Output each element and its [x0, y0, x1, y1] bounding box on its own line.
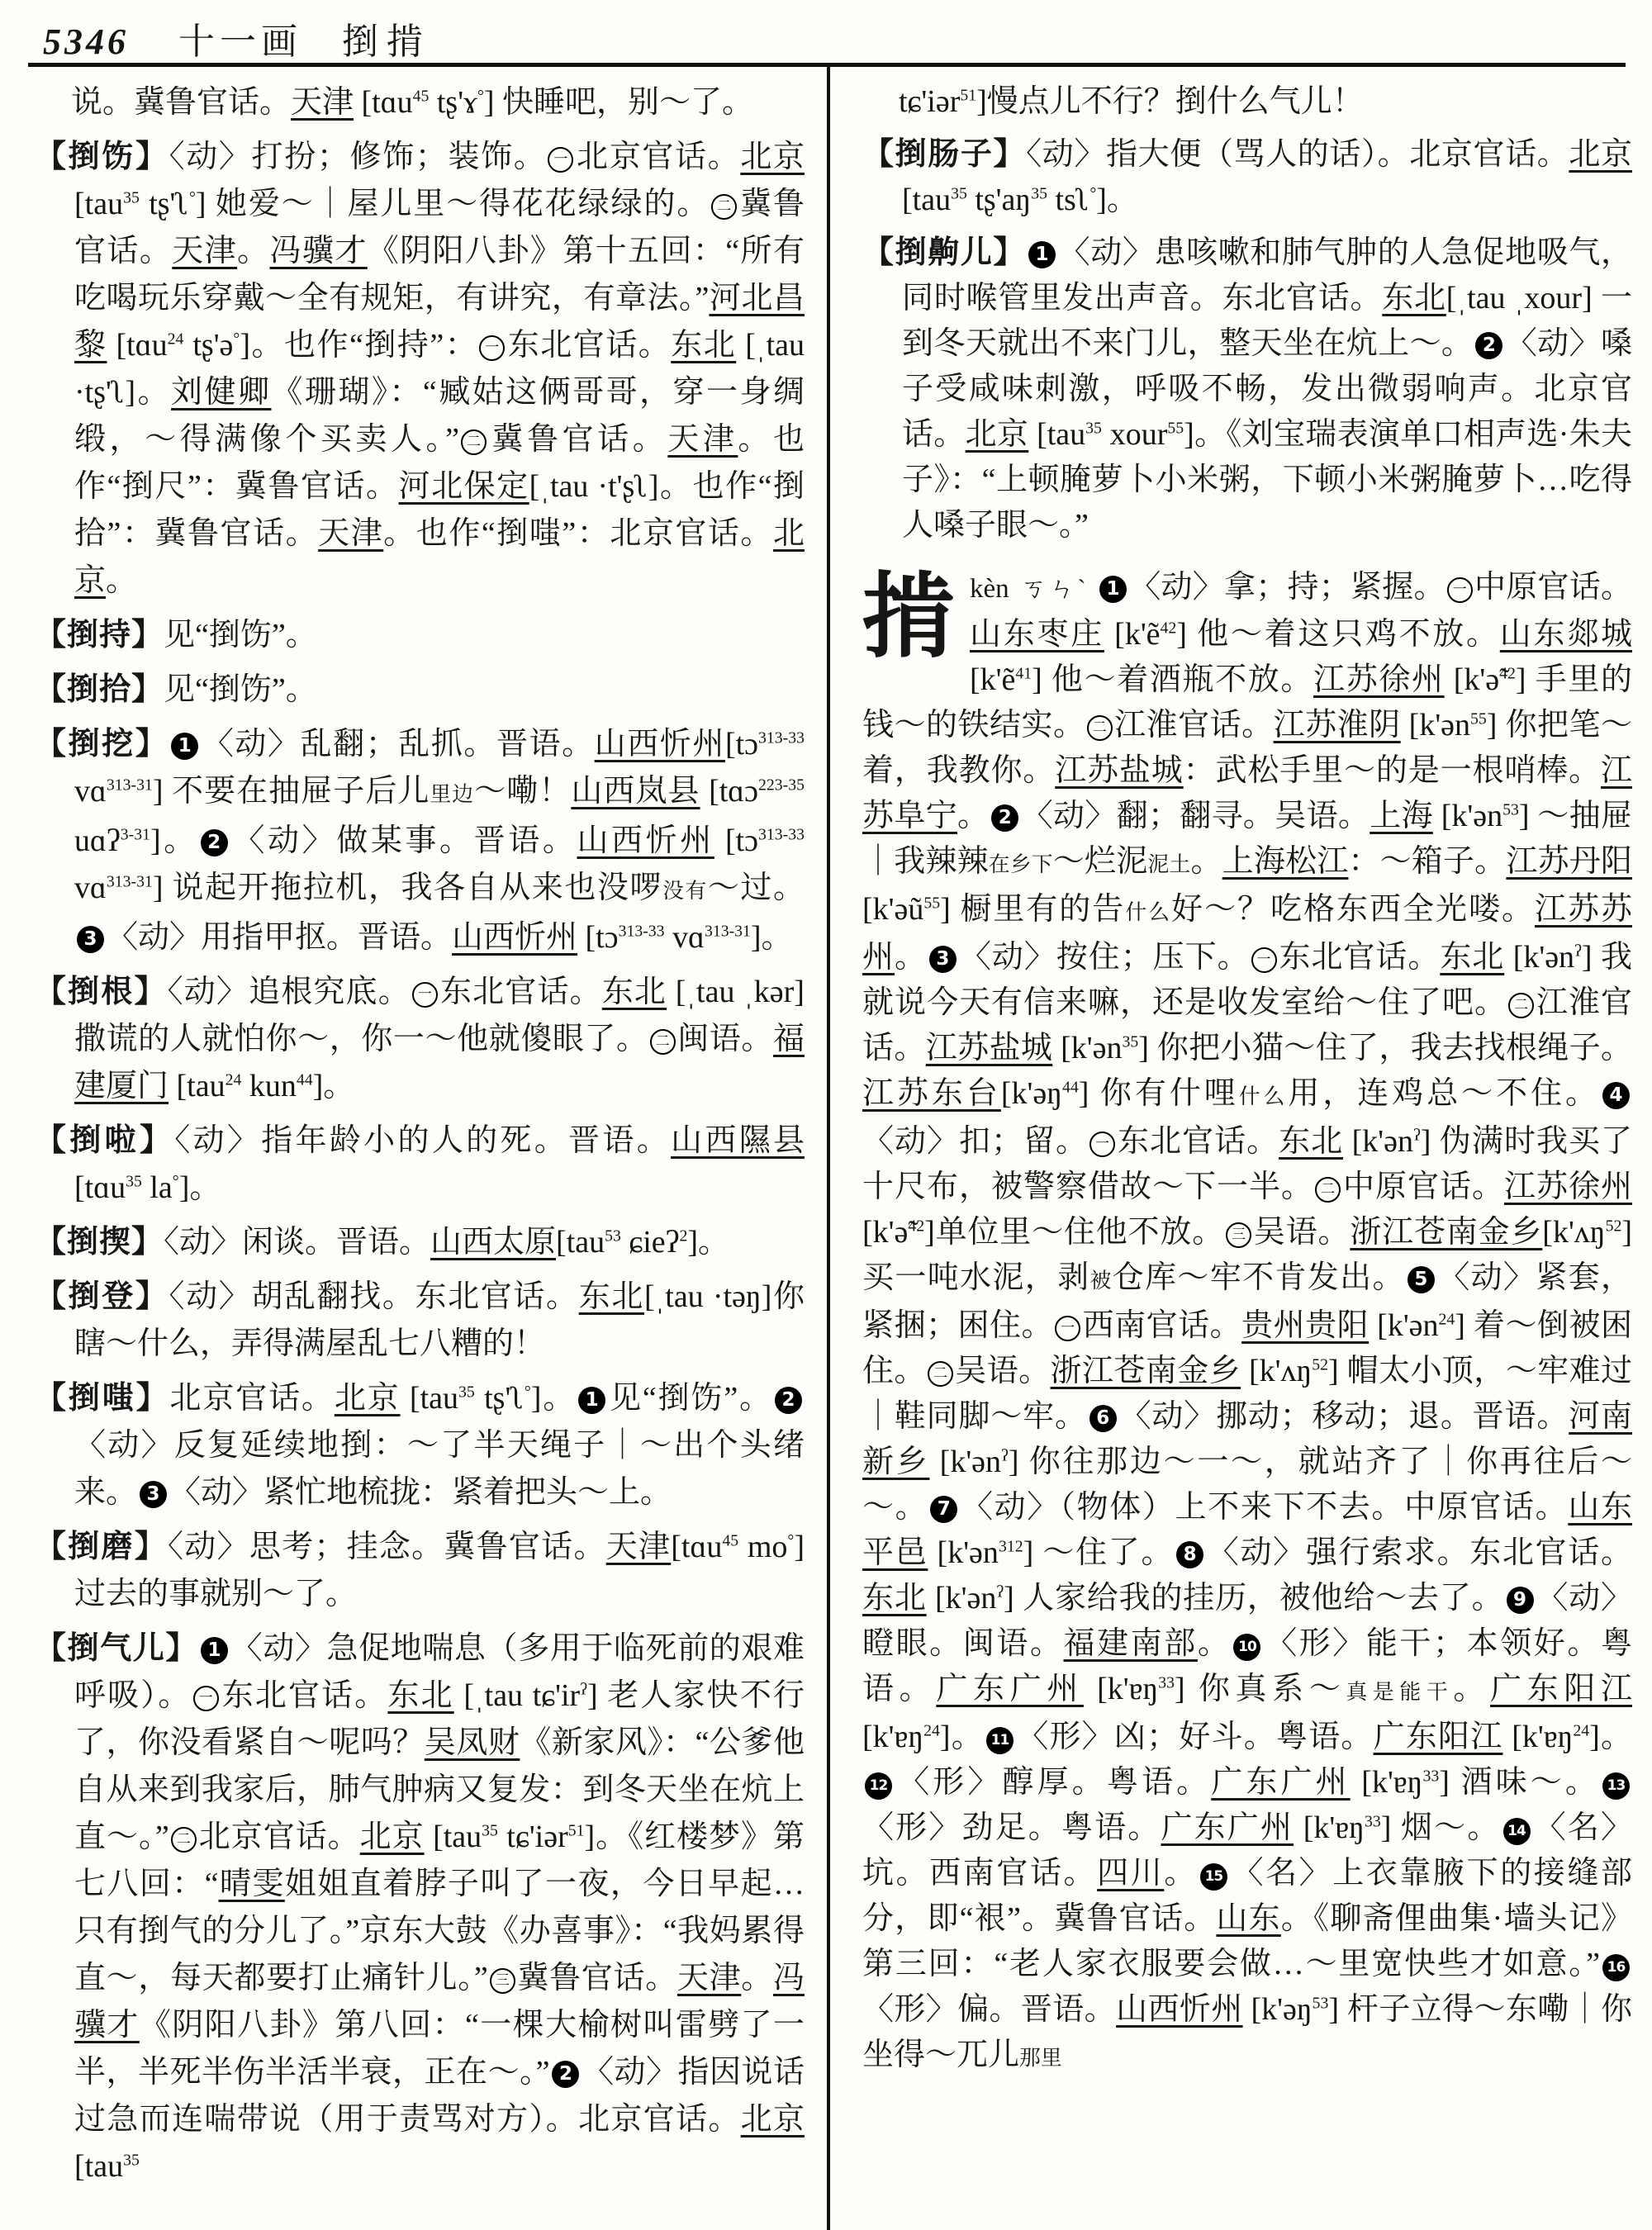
proper-noun: 江苏苏州	[862, 892, 1633, 975]
subsense-circle-number: 二	[1315, 1177, 1341, 1203]
tone-superscript: 35	[482, 1821, 498, 1840]
tone-superscript: 3-31	[120, 825, 150, 844]
proper-noun: 广东广州	[1211, 1765, 1351, 1800]
tone-superscript: 24	[1438, 1310, 1455, 1329]
proper-noun: 东北	[671, 328, 737, 363]
headword-entry: 掯kèn ㄎㄣˋ 1 〈动〉拿；持；紧握。 一 中原官话。山东枣庄 [k'ẽ$^{42}$] 他～着这只鸡不放。山东郯城[k'ẽ$^{41}$] 他～着酒瓶不放。江苏徐州 [k'ə̃$^{42}$] 手里的钱～的铁结实。 二 江淮官话。江苏淮阴 [k'ən$^{55}$] 你把笔～着，我教你。江苏盐城：武松手里～的是一根哨棒。江苏阜宁。 2 〈动〉翻；翻寻。吴语。上海 [k'ən$^{53}$] ～抽屉｜我辣辣在乡下～烂泥泥土。上海松江：～箱子。江苏丹阳 [k'əũ$^{55}$] 橱里有的告什么好～？吃格东西全光喽。江苏苏州。 3 〈动〉按住；压下。 一 东北官话。东北 [k'ən$^ʔ$] 我就说今天有信来嘛，还是收发室给～住了吧。 二 江淮官话。江苏盐城 [k'ən$^{35}$] 你把小猫～住了，我去找根绳子。江苏东台[k'əŋ$^{44}$] 你有什哩什么用，连鸡总～不住。 4〈动〉扣；留。 一 东北官话。东北 [k'ən$^ʔ$] 伪满时我买了十尺布，被警察借故～下一半。 二 中原官话。江苏徐州 [k'ə̃$^{42}$]单位里～住他不放。 三 吴语。浙江苍南金乡[k'ʌŋ$^{52}$]买一吨水泥，剥被仓库～牢不肯发出。 5 〈动〉紧套，紧捆；困住。 一 西南官话。贵州贵阳 [k'ən$^{24}$] 着～倒被困住。 二 吴语。浙江苍南金乡 [k'ʌŋ$^{52}$] 帽太小顶，～牢难过｜鞋同脚～牢。 6 〈动〉挪动；移动；退。晋语。河南新乡 [k'ən$^ʔ$] 你往那边～一～，就站齐了｜你再往后～～。 7 〈动〉（物体）上不来下不去。中原官话。山东平邑 [k'ən$^{312}$] ～住了。 8 〈动〉强行索求。东北官话。东北 [k'ən$^ʔ$] 人家给我的挂历，被他给～去了。 9 〈动〉瞪眼。闽语。福建南部。 10 〈形〉能干；本领好。粤语。广东广州 [k'ɐŋ$^{33}$] 你真系～真是能干。广东阳江 [k'ɐŋ$^{24}$]。 11 〈形〉凶；好斗。粤语。广东阳江 [k'ɐŋ$^{24}$]。12 〈形〉醇厚。粤语。广东广州 [k'ɐŋ$^{33}$] 酒味～。 13〈形〉劲足。粤语。广东广州 [k'ɐŋ$^{33}$] 烟～。 14 〈名〉坑。西南官话。四川。 15 〈名〉上衣靠腋下的接缝部分，即“裉”。冀鲁官话。山东。《聊斋俚曲集·墙头记》第三回：“老人家衣服要会做…～里宽快些才如意。” 16〈形〉偏。晋语。山西忻州 [k'əŋ$^{53}$] 杆子立得～东嘞｜你坐得～兀儿那里	[862, 567, 1633, 2072]
sense-circle-number: 12	[865, 1772, 892, 1800]
page-header	[43, 12, 431, 64]
tone-superscript: 45	[722, 1531, 739, 1550]
sense-circle-number: 1	[578, 1387, 605, 1414]
tone-superscript: °	[172, 1172, 179, 1191]
gloss-small-text: 那里	[1019, 2046, 1062, 2070]
proper-noun: 江苏淮阴	[1273, 708, 1401, 743]
tone-superscript: 42	[908, 1217, 925, 1236]
tone-superscript: 313-33	[618, 922, 665, 941]
tone-superscript: ʔ	[580, 1680, 587, 1699]
tone-superscript: 313-33	[758, 728, 805, 747]
proper-noun: 山东枣庄	[970, 617, 1104, 652]
tone-superscript: 42	[1160, 619, 1177, 638]
right-column	[862, 79, 1632, 2088]
subsense-circle-number: 一	[1089, 1132, 1115, 1157]
tone-superscript: 35	[951, 184, 967, 203]
tone-superscript: 55	[1167, 419, 1184, 438]
dictionary-entry: 【捯嗤】北京官话。北京 [tau$^{35}$ tʂ'ʅ°]。 1 见“捯饬”。 2〈动〉反复延续地捯：～了半天绳子｜～出个头绪来。 3 〈动〉紧忙地梳拢：紧着把头～上。	[35, 1381, 805, 1510]
tone-superscript: 35	[123, 188, 140, 207]
entry-headword: 【捯气儿】	[35, 1631, 199, 1666]
subsense-circle-number: 一	[479, 335, 505, 361]
proper-noun: 浙江苍南金乡	[1050, 1354, 1241, 1388]
sense-circle-number: 2	[775, 1387, 802, 1414]
gloss-small-text: 什么	[1238, 1084, 1289, 1108]
tone-superscript: 35	[1085, 419, 1102, 438]
proper-noun: 天津	[318, 516, 384, 551]
dictionary-entry: 【捯根】〈动〉追根究底。 一 东北官话。东北 [ˌtau ˌkər] 撒谎的人就怕你～，你一～他就傻眼了。 二 闽语。福建厦门 [tau$^{24}$ kun$^{44}$]。	[35, 975, 805, 1103]
gloss-small-text: 在乡下	[988, 852, 1053, 876]
entry-headword: 【捯嗤】	[35, 1381, 170, 1416]
proper-noun: 广东阳江	[1373, 1720, 1503, 1754]
proper-noun: 北京	[740, 140, 805, 174]
tone-superscript: 35	[1031, 184, 1047, 203]
headword-character: 掯	[862, 567, 955, 669]
sense-circle-number: 7	[930, 1496, 957, 1523]
subsense-circle-number: 一	[1055, 1316, 1080, 1341]
tone-superscript: 53	[605, 1226, 621, 1245]
entry-headword: 【捯拾】	[35, 672, 164, 707]
proper-noun: 江苏徐州	[1503, 1170, 1632, 1204]
left-column	[35, 79, 805, 2198]
tone-superscript: 35	[126, 1172, 142, 1191]
sense-circle-number: 2	[552, 2061, 579, 2088]
proper-noun: 晴雯	[218, 1867, 285, 1901]
tone-superscript: 35	[123, 2151, 140, 2170]
tone-superscript: ʔ	[1001, 1446, 1009, 1465]
proper-noun: 福建南部	[1063, 1626, 1198, 1661]
tone-superscript: 33	[1364, 1812, 1381, 1831]
proper-noun: 山西忻州	[452, 920, 578, 955]
proper-noun: 北京	[1569, 137, 1632, 172]
proper-noun: 浙江苍南金乡	[1350, 1215, 1543, 1250]
proper-noun: 冯骥才	[74, 1961, 805, 2043]
sense-circle-number: 2	[1475, 332, 1502, 359]
tone-superscript: 35	[458, 1383, 475, 1402]
stroke-count-section: 十一画	[178, 21, 302, 62]
continued-text: 说。冀鲁官话。天津 [tɑu$^{45}$ tʂ'ɤ°] 快睡吧，别～了。	[71, 85, 753, 120]
proper-noun: 东北	[1382, 281, 1446, 316]
proper-noun: 北京	[740, 2102, 805, 2137]
tone-superscript: °	[787, 1531, 795, 1550]
sense-circle-number: 16	[1602, 1954, 1630, 1981]
tone-superscript: °	[233, 330, 240, 349]
proper-noun: 江苏阜宁	[862, 753, 1632, 833]
headword-pinyin: kèn	[970, 574, 1009, 604]
entry-headword: 【捯磨】	[35, 1530, 169, 1564]
subsense-circle-number: 三	[490, 1968, 515, 1994]
tone-superscript: 35	[1122, 1032, 1139, 1051]
proper-noun: 福建厦门	[74, 1022, 805, 1103]
subsense-circle-number: 二	[650, 1029, 676, 1055]
proper-noun: 山西太原	[430, 1225, 557, 1260]
subsense-circle-number: 一	[1251, 947, 1277, 973]
sense-circle-number: 8	[1176, 1541, 1203, 1568]
sense-circle-number: 11	[986, 1727, 1014, 1754]
dictionary-entry: 【捯拾】见“捯饬”。	[35, 672, 317, 707]
tone-superscript: 24	[167, 330, 184, 349]
subsense-circle-number: 一	[548, 147, 573, 173]
proper-noun: 江苏盐城	[925, 1031, 1053, 1065]
tone-superscript: 33	[1158, 1673, 1175, 1692]
proper-noun: 天津	[605, 1530, 672, 1564]
tone-superscript: 24	[1573, 1721, 1590, 1740]
proper-noun: 河南新乡	[862, 1399, 1632, 1479]
gloss-small-text: 什么	[1125, 900, 1171, 924]
subsense-circle-number: 一	[412, 982, 438, 1008]
proper-noun: 上海松江	[1222, 844, 1349, 879]
gloss-small-text: 真是能干	[1346, 1680, 1454, 1704]
proper-noun: 天津	[667, 422, 738, 457]
dictionary-entry: 【捯啦】〈动〉指年龄小的人的死。晋语。山西隰县 [tɑu$^{35}$ la°]。	[35, 1123, 805, 1205]
subsense-circle-number: 二	[928, 1361, 953, 1387]
proper-noun: 广东阳江	[1490, 1672, 1632, 1706]
gloss-small-text: 没有	[662, 879, 708, 903]
sense-circle-number: 9	[1507, 1587, 1534, 1614]
tone-superscript: 55	[1470, 709, 1487, 728]
entry-headword: 【捯挖】	[35, 727, 169, 762]
tone-superscript: 312	[998, 1537, 1023, 1556]
proper-noun: 河北昌黎	[74, 281, 805, 363]
sense-circle-number: 6	[1089, 1405, 1117, 1432]
sense-circle-number: 3	[77, 926, 104, 953]
subsense-circle-number: 二	[461, 429, 487, 455]
proper-noun: 广东广州	[936, 1672, 1084, 1706]
tone-superscript: °	[188, 188, 196, 207]
tone-superscript: 52	[1312, 1355, 1329, 1374]
proper-noun: 山西忻州	[577, 823, 714, 858]
proper-noun: 山东平邑	[862, 1490, 1632, 1570]
sense-circle-number: 2	[201, 829, 228, 856]
sense-circle-number: 1	[171, 733, 198, 760]
dictionary-entry: 【捯揳】〈动〉闲谈。晋语。山西太原[tau$^{53}$ ɕieʔ$^2$]。	[35, 1225, 730, 1260]
tone-superscript: 51	[567, 1821, 585, 1840]
tone-superscript: °	[524, 1383, 531, 1402]
proper-noun: 山东	[1216, 1901, 1281, 1936]
tone-superscript: 51	[960, 86, 977, 105]
proper-noun: 东北	[578, 1279, 644, 1314]
proper-noun: 北京	[965, 417, 1029, 452]
proper-noun: 东北	[1279, 1124, 1344, 1159]
tone-superscript: 313-31	[704, 922, 751, 941]
sense-circle-number: 10	[1233, 1634, 1260, 1661]
sense-circle-number: 2	[991, 804, 1018, 832]
entry-headword: 【捯登】	[35, 1279, 169, 1314]
proper-noun: 广东广州	[1161, 1810, 1294, 1845]
subsense-circle-number: 一	[1447, 577, 1473, 603]
dictionary-entry: 【捯持】见“捯饬”。	[35, 618, 317, 652]
proper-noun: 北京	[334, 1381, 401, 1416]
tone-superscript: 41	[1015, 664, 1032, 683]
sense-circle-number: 1	[201, 1637, 228, 1664]
proper-noun: 贵州贵阳	[1241, 1308, 1370, 1343]
subsense-circle-number: 二	[711, 194, 737, 220]
proper-noun: 刘健卿	[171, 375, 272, 410]
tone-superscript: 44	[1062, 1078, 1079, 1097]
gloss-small-text: 里边	[430, 782, 475, 806]
dictionary-entry: 【捯齁儿】 1 〈动〉患咳嗽和肺气肿的人急促地吸气，同时喉管里发出声音。东北官话。东北[ˌtau ˌxour] 一到冬天就出不来门儿，整天坐在炕上～。 2 〈动〉嗓子受咸味刺激，呼吸不畅，发出微弱响声。北京官话。北京 [tau$^{35}$ xour$^{55}$]。《刘宝瑞表演单口相声选·朱夫子》：“上顿腌萝卜小米粥，下顿小米粥腌萝卜…吃得人嗓子眼～。”	[862, 235, 1633, 543]
sense-circle-number: 1	[1099, 576, 1127, 603]
proper-noun: 山西岚县	[571, 774, 700, 809]
dictionary-entry: 【捯肠子】〈动〉指大便（骂人的话）。北京官话。北京 [tau$^{35}$ $tʂ'aŋ^{35}$ tsʅ°]。	[862, 137, 1632, 217]
proper-noun: 上海	[1370, 799, 1433, 833]
sense-circle-number: 3	[929, 946, 957, 973]
dictionary-entry: 【捯登】〈动〉胡乱翻找。东北官话。东北[ˌtau ·təŋ]你瞎～什么，弄得满屋乱七八糟的！	[35, 1279, 805, 1361]
entry-headword: 【捯持】	[35, 618, 164, 652]
dictionary-entry: 【捯饬】〈动〉打扮；修饰；装饰。 一 北京官话。北京 [tau$^{35}$ tʂ'ʅ°] 她爱～｜屋儿里～得花花绿绿的。 二 冀鲁官话。天津。冯骥才《阴阳八卦》第十五回：“所有吃喝玩乐穿戴～全有规矩，有讲究，有章法。”河北昌黎 [tɑu$^{24}$ tʂ'ə°]。也作“捯持”： 一 东北官话。东北 [ˌtau ·tʂ'ʅ]。刘健卿《珊瑚》：“臧姑这俩哥哥，穿一身绸缎，～得满像个买卖人。” 二 冀鲁官话。天津。也作“捯尺”：冀鲁官话。河北保定[ˌtau ·t'ʂʅ]。也作“捯拾”：冀鲁官话。天津。也作“捯嗤”：北京官话。北京。	[35, 140, 805, 598]
tone-superscript: 42	[1499, 664, 1516, 683]
proper-noun: 江苏丹阳	[1506, 844, 1632, 879]
tone-superscript: 53	[1502, 800, 1519, 819]
proper-noun: 江苏盐城	[1055, 753, 1184, 788]
tone-superscript: 33	[1422, 1767, 1440, 1786]
proper-noun: 东北	[601, 975, 667, 1009]
proper-noun: 四川	[1097, 1856, 1165, 1891]
subsense-circle-number: 三	[1226, 1222, 1251, 1248]
subsense-circle-number: 二	[1508, 993, 1534, 1018]
page-number: 5346	[43, 21, 129, 62]
sense-circle-number: 3	[140, 1481, 167, 1508]
sense-circle-number: 5	[1408, 1266, 1435, 1293]
proper-noun: 河北保定	[398, 469, 529, 504]
headword-zhuyin: ㄎㄣˋ	[1020, 574, 1089, 603]
sense-circle-number: 14	[1503, 1818, 1531, 1845]
entry-headword: 【捯饬】	[35, 140, 169, 174]
dictionary-entry: 【捯挖】 1 〈动〉乱翻；乱抓。晋语。山西忻州[tɔ$^{313-33}$ vɑ$^{313-31}$] 不要在抽屉子后儿里边～嘞！山西岚县 [tɑɔ$^{223-35}$ uɑʔ$^{3-31}$]。 2 〈动〉做某事。晋语。山西忻州 [tɔ$^{313-33}$ vɑ$^{313-31}$] 说起开拖拉机，我各自从来也没啰没有～过。3 〈动〉用指甲抠。晋语。山西忻州 [tɔ$^{313-33}$ vɑ$^{313-31}$]。	[35, 727, 805, 955]
tone-superscript: ʔ	[1412, 1126, 1421, 1145]
sense-circle-number: 15	[1200, 1863, 1227, 1891]
tone-superscript: 2	[679, 1226, 688, 1245]
entry-headword: 【捯啦】	[35, 1123, 175, 1158]
proper-noun: 东北	[1440, 940, 1505, 975]
proper-noun: 天津	[291, 85, 354, 120]
proper-noun: 北京	[359, 1820, 425, 1854]
tone-superscript: 24	[923, 1721, 940, 1740]
sense-circle-number: 13	[1602, 1772, 1630, 1800]
continued-text: tɕ'iər$^{51}$]慢点儿不行？捯什么气儿！	[899, 84, 1364, 119]
proper-noun: 山西隰县	[671, 1123, 805, 1158]
proper-noun: 江苏徐州	[1313, 662, 1445, 697]
proper-noun: 山西忻州	[1116, 1992, 1243, 2027]
tone-superscript: °	[477, 87, 484, 106]
subsense-circle-number: 一	[193, 1686, 219, 1711]
column-divider	[827, 66, 830, 2230]
tone-superscript: 223-35	[758, 776, 805, 795]
entry-headword: 【捯根】	[35, 975, 168, 1009]
proper-noun: 天津	[676, 1961, 742, 1995]
entry-headword: 【捯肠子】	[862, 137, 1027, 172]
proper-noun: 山东郯城	[1499, 617, 1632, 652]
entry-headword: 【捯齁儿】	[862, 235, 1027, 270]
section-headwords: 捯掯	[342, 21, 431, 62]
tone-superscript: ʔ	[1574, 942, 1582, 961]
proper-noun: 冯骥才	[269, 234, 368, 268]
proper-noun: 江苏东台	[862, 1076, 1001, 1111]
proper-noun: 天津	[172, 234, 238, 268]
subsense-circle-number: 二	[1087, 715, 1113, 741]
tone-superscript: 45	[412, 87, 430, 106]
proper-noun: 东北	[862, 1581, 927, 1616]
tone-superscript: 24	[225, 1070, 242, 1089]
proper-noun: 东北	[387, 1678, 454, 1713]
tone-superscript: °	[1089, 184, 1097, 203]
entry-headword: 【捯揳】	[35, 1225, 164, 1260]
proper-noun: 北京	[74, 516, 805, 598]
gloss-small-text: 泥土	[1147, 852, 1191, 876]
tone-superscript: 313-31	[106, 776, 153, 795]
gloss-small-text: 被	[1089, 1269, 1113, 1293]
dictionary-entry: 【捯气儿】 1 〈动〉急促地喘息（多用于临死前的艰难呼吸）。 一 东北官话。东北 [ˌtau $tɕ'ir^ʔ$] 老人家快不行了，你没看紧自～呢吗？吴凤财《新家风》：“公爹他自从来到我家后，肺气肿病又复发：到冬天坐在炕上直～。” 二 北京官话。北京 [tau$^{35}$ tɕ'iər$^{51}$]。《红楼梦》第七八回：“晴雯姐姐直着脖子叫了一夜，今日早起…只有捯气的分儿了。”京东大鼓《办喜事》：“我妈累得直～，每天都要打止痛针儿。” 三 冀鲁官话。天津。冯骥才《阴阳八卦》第八回：“一棵大榆树叫雷劈了一半，半死半伤半活半衰，正在～。” 2 〈动〉指因说话过急而连喘带说（用于责骂对方）。北京官话。北京[tau$^{35}$	[35, 1631, 805, 2184]
dictionary-entry: 【捯磨】〈动〉思考；挂念。冀鲁官话。天津[tɑu$^{45}$ mo°] 过去的事就别～了。	[35, 1530, 805, 1611]
sense-circle-number: 4	[1602, 1082, 1630, 1109]
tone-superscript: 52	[1605, 1217, 1622, 1236]
proper-noun: 山西忻州	[594, 727, 725, 762]
proper-noun: 吴凤财	[424, 1725, 520, 1760]
subsense-circle-number: 二	[171, 1827, 197, 1853]
tone-superscript: ʔ	[996, 1582, 1004, 1601]
sense-circle-number: 1	[1028, 241, 1056, 268]
tone-superscript: 313-33	[758, 825, 805, 844]
tone-superscript: 53	[1312, 1994, 1329, 2013]
tone-superscript: 44	[296, 1070, 313, 1089]
tone-superscript: 313-31	[106, 872, 153, 891]
tone-superscript: 55	[923, 894, 941, 913]
